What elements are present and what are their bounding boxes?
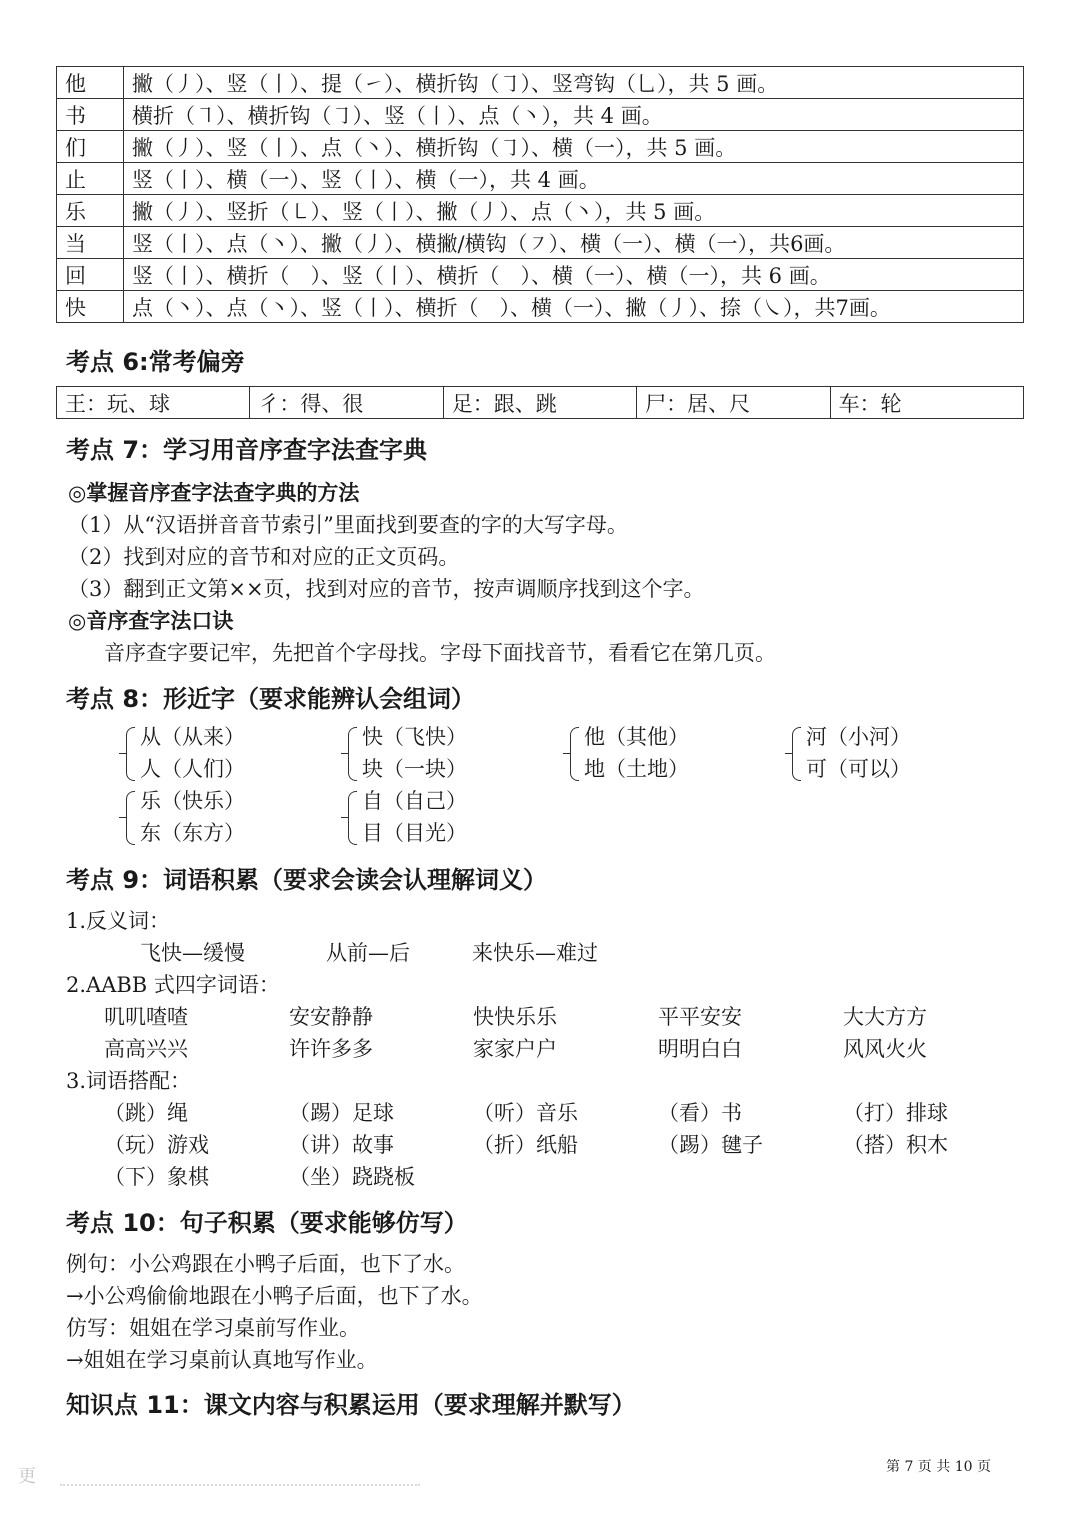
similar-char-pair xyxy=(806,721,911,785)
section-10-heading: 考点 10：句子积累（要求能够仿写） xyxy=(66,1209,468,1237)
character-cell: 们 xyxy=(57,131,124,163)
imitation-sentence: 仿写：姐姐在学习桌前写作业。 xyxy=(66,1316,360,1340)
example-sentence: →小公鸡偷偷地跟在小鸭子后面，也下了水。 xyxy=(66,1284,483,1308)
word-item: 风风火火 xyxy=(843,1037,927,1061)
similar-char-pair xyxy=(584,721,689,785)
similar-char-pair xyxy=(362,785,467,849)
imitation-sentence: →姐姐在学习桌前认真地写作业。 xyxy=(66,1348,378,1372)
pair-item: 东（东方） xyxy=(140,821,245,845)
match-item: （折）纸船 xyxy=(473,1133,578,1157)
radical-cell: 彳：得、很 xyxy=(250,387,443,419)
antonym-item: 从前—后 xyxy=(326,941,410,965)
watermark: 更 xyxy=(18,1466,36,1487)
match-item: （讲）故事 xyxy=(289,1133,394,1157)
antonym-label: 1.反义词： xyxy=(66,909,171,933)
similar-char-pair xyxy=(140,721,245,785)
table-row xyxy=(57,67,1024,99)
strokes-cell: 竖（丨）、点（丶）、撇（丿）、横撇/横钩（㇇）、横（一）、横（一），共6画。 xyxy=(124,227,1024,259)
radical-table xyxy=(56,386,1024,419)
pair-item: 自（自己） xyxy=(362,789,467,813)
brace-mark xyxy=(126,727,135,781)
brace-mark xyxy=(348,791,357,845)
strokes-cell: 竖（丨）、横（一）、竖（丨）、横（一），共 4 画。 xyxy=(124,163,1024,195)
table-row xyxy=(57,259,1024,291)
character-cell: 快 xyxy=(57,291,124,323)
word-item: 叽叽喳喳 xyxy=(104,1005,188,1029)
pair-item: 乐（快乐） xyxy=(140,789,245,813)
radical-cell: 足：跟、跳 xyxy=(443,387,636,419)
strokes-cell: 撇（丿）、竖（丨）、点（丶）、横折钩（㇆）、横（一），共 5 画。 xyxy=(124,131,1024,163)
antonym-item: 来快乐—难过 xyxy=(472,941,598,965)
pair-item: 人（人们） xyxy=(140,757,245,781)
match-item: （踢）足球 xyxy=(289,1101,394,1125)
brace-mark xyxy=(126,791,135,845)
table-row xyxy=(57,131,1024,163)
strokes-cell: 点（丶）、点（丶）、竖（丨）、横折（ ）、横（一）、撇（丿）、捺（㇏），共7画。 xyxy=(124,291,1024,323)
method-subheading: ◎掌握音序查字法查字典的方法 xyxy=(68,481,360,505)
page-number: 第 7 页 共 10 页 xyxy=(886,1459,991,1475)
table-row xyxy=(57,99,1024,131)
brace-mark xyxy=(792,727,801,781)
word-item: 高高兴兴 xyxy=(104,1037,188,1061)
brace-mark xyxy=(348,727,357,781)
match-item: （踢）毽子 xyxy=(658,1133,763,1157)
match-item: （听）音乐 xyxy=(473,1101,578,1125)
watermark-line xyxy=(60,1484,420,1486)
character-cell: 他 xyxy=(57,67,124,99)
pair-item: 地（土地） xyxy=(584,757,689,781)
radical-cell: 尸：居、尺 xyxy=(637,387,830,419)
character-cell: 当 xyxy=(57,227,124,259)
table-row xyxy=(57,195,1024,227)
match-item: （跳）绳 xyxy=(104,1101,188,1125)
word-item: 家家户户 xyxy=(473,1037,557,1061)
pair-item: 他（其他） xyxy=(584,725,689,749)
method-step: （2）找到对应的音节和对应的正文页码。 xyxy=(68,545,460,569)
match-item: （打）排球 xyxy=(843,1101,948,1125)
word-item: 平平安安 xyxy=(658,1005,742,1029)
pair-item: 从（从来） xyxy=(140,725,245,749)
aabb-label: 2.AABB 式四字词语： xyxy=(66,973,280,997)
strokes-cell: 撇（丿）、竖折（㇄）、竖（丨）、撇（丿）、点（丶），共 5 画。 xyxy=(124,195,1024,227)
match-item: （看）书 xyxy=(658,1101,742,1125)
rhyme-subheading: ◎音序查字法口诀 xyxy=(68,609,234,633)
match-item: （下）象棋 xyxy=(104,1165,209,1189)
section-11-heading: 知识点 11：课文内容与积累运用（要求理解并默写） xyxy=(66,1391,636,1419)
character-cell: 书 xyxy=(57,99,124,131)
character-cell: 回 xyxy=(57,259,124,291)
method-step: （1）从“汉语拼音音节索引”里面找到要查的字的大写字母。 xyxy=(68,513,628,537)
character-cell: 止 xyxy=(57,163,124,195)
section-6-heading: 考点 6:常考偏旁 xyxy=(66,348,245,376)
character-cell: 乐 xyxy=(57,195,124,227)
match-item: （坐）跷跷板 xyxy=(289,1165,415,1189)
stroke-order-table xyxy=(56,66,1024,323)
radical-cell: 王：玩、球 xyxy=(57,387,250,419)
pair-item: 快（飞快） xyxy=(362,725,467,749)
word-item: 安安静静 xyxy=(289,1005,373,1029)
section-8-heading: 考点 8：形近字（要求能辨认会组词） xyxy=(66,685,476,713)
match-item: （玩）游戏 xyxy=(104,1133,209,1157)
strokes-cell: 竖（丨）、横折（ ）、竖（丨）、横折（ ）、横（一）、横（一），共 6 画。 xyxy=(124,259,1024,291)
pair-item: 河（小河） xyxy=(806,725,911,749)
word-item: 大大方方 xyxy=(843,1005,927,1029)
strokes-cell: 横折（㇕）、横折钩（㇆）、竖（丨）、点（丶），共 4 画。 xyxy=(124,99,1024,131)
pair-item: 块（一块） xyxy=(362,757,467,781)
pair-item: 目（目光） xyxy=(362,821,467,845)
match-label: 3.词语搭配： xyxy=(66,1069,192,1093)
similar-char-pair xyxy=(140,785,245,849)
match-item: （搭）积木 xyxy=(843,1133,948,1157)
word-item: 快快乐乐 xyxy=(473,1005,557,1029)
table-row xyxy=(57,387,1024,419)
antonym-item: 飞快—缓慢 xyxy=(140,941,245,965)
example-sentence: 例句：小公鸡跟在小鸭子后面，也下了水。 xyxy=(66,1252,465,1276)
pair-item: 可（可以） xyxy=(806,757,911,781)
strokes-cell: 撇（丿）、竖（丨）、提（㇀）、横折钩（㇆）、竖弯钩（乚），共 5 画。 xyxy=(124,67,1024,99)
table-row xyxy=(57,227,1024,259)
table-row xyxy=(57,291,1024,323)
word-item: 明明白白 xyxy=(658,1037,742,1061)
table-row xyxy=(57,163,1024,195)
similar-char-pair xyxy=(362,721,467,785)
section-9-heading: 考点 9：词语积累（要求会读会认理解词义） xyxy=(66,866,548,894)
section-7-heading: 考点 7：学习用音序查字法查字典 xyxy=(66,436,428,464)
radical-cell: 车：轮 xyxy=(830,387,1023,419)
brace-mark xyxy=(570,727,579,781)
method-step: （3）翻到正文第××页，找到对应的音节，按声调顺序找到这个字。 xyxy=(68,577,705,601)
rhyme-text: 音序查字要记牢，先把首个字母找。字母下面找音节，看看它在第几页。 xyxy=(104,641,776,665)
word-item: 许许多多 xyxy=(289,1037,373,1061)
